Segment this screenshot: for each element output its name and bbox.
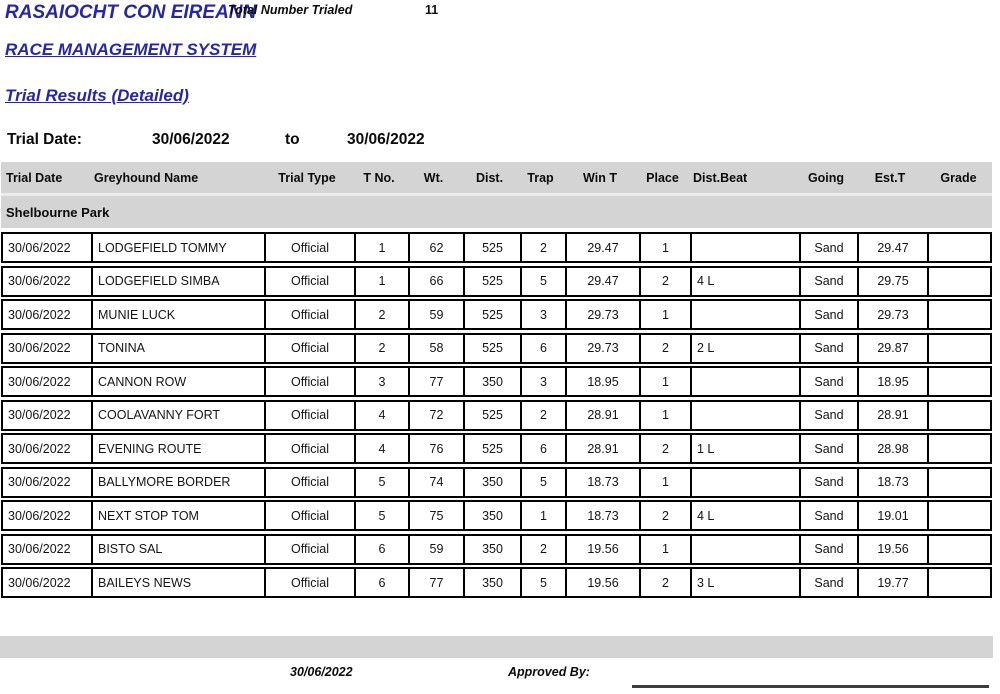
table-cell: [927, 536, 990, 563]
table-cell: 2: [520, 402, 565, 429]
table-cell: 77: [408, 368, 463, 395]
table-cell: 1: [639, 301, 690, 328]
table-cell: 2: [639, 502, 690, 529]
table-cell: 525: [463, 335, 520, 362]
table-cell: 59: [408, 301, 463, 328]
table-cell: CANNON ROW: [91, 368, 264, 395]
track-group-header: Shelbourne Park: [1, 196, 992, 228]
table-cell: 1: [639, 536, 690, 563]
table-cell: 2: [639, 335, 690, 362]
table-cell: 62: [408, 234, 463, 261]
table-cell: 29.75: [857, 268, 927, 295]
table-cell: 28.91: [565, 402, 639, 429]
organisation-title: RASAIOCHT CON EIREANN: [5, 2, 257, 23]
table-cell: EVENING ROUTE: [91, 435, 264, 462]
table-cell: 19.77: [857, 569, 927, 596]
table-cell: 525: [463, 301, 520, 328]
column-header: Est.T: [874, 170, 906, 185]
table-cell: 6: [520, 435, 565, 462]
table-cell: 30/06/2022: [8, 374, 71, 389]
table-cell: 1: [639, 402, 690, 429]
table-cell: 350: [463, 469, 520, 496]
table-cell: Official: [264, 536, 354, 563]
table-cell: Sand: [799, 435, 857, 462]
table-cell: [927, 469, 990, 496]
table-cell: Sand: [799, 335, 857, 362]
column-header: Trial Date: [6, 170, 63, 185]
table-cell: 29.73: [565, 301, 639, 328]
table-cell: 28.91: [857, 402, 927, 429]
column-header: Grade: [940, 170, 977, 185]
table-cell: Sand: [799, 301, 857, 328]
table-cell: 66: [408, 268, 463, 295]
table-cell: BALLYMORE BORDER: [91, 469, 264, 496]
table-row: [1, 333, 992, 364]
table-header-area: [1, 162, 992, 228]
column-header: Wt.: [423, 170, 444, 185]
trial-date-label: Trial Date:: [7, 131, 82, 148]
table-cell: Official: [264, 234, 354, 261]
table-cell: 1: [639, 368, 690, 395]
table-cell: 29.47: [565, 268, 639, 295]
table-cell: 350: [463, 536, 520, 563]
table-cell: 6: [354, 536, 408, 563]
column-header: T No.: [363, 170, 395, 185]
table-cell: 18.95: [857, 368, 927, 395]
table-cell: 30/06/2022: [8, 575, 71, 590]
table-cell: Official: [264, 435, 354, 462]
table-cell: [927, 301, 990, 328]
column-header: Greyhound Name: [94, 170, 199, 185]
table-cell: 2: [520, 234, 565, 261]
table-cell: 58: [408, 335, 463, 362]
table-cell: 1: [354, 268, 408, 295]
column-header: Going: [807, 170, 845, 185]
table-cell: 2: [520, 536, 565, 563]
table-cell: 30/06/2022: [8, 240, 71, 255]
table-cell: 74: [408, 469, 463, 496]
table-cell: 525: [463, 402, 520, 429]
table-cell: 18.73: [565, 469, 639, 496]
table-cell: 525: [463, 234, 520, 261]
table-cell: [927, 435, 990, 462]
date-range-to-label: to: [285, 131, 300, 148]
table-cell: 30/06/2022: [8, 508, 71, 523]
table-cell: Sand: [799, 368, 857, 395]
table-cell: Sand: [799, 234, 857, 261]
table-cell: 29.87: [857, 335, 927, 362]
table-cell: 1: [520, 502, 565, 529]
table-cell: 59: [408, 536, 463, 563]
table-cell: 30/06/2022: [8, 274, 71, 288]
table-cell: LODGEFIELD SIMBA: [91, 268, 264, 295]
table-cell: 525: [463, 435, 520, 462]
table-cell: 18.73: [857, 469, 927, 496]
table-cell: Official: [264, 335, 354, 362]
table-cell: 5: [520, 469, 565, 496]
table-cell: 19.56: [857, 536, 927, 563]
table-cell: 29.73: [857, 301, 927, 328]
table-cell: 4: [354, 435, 408, 462]
table-cell: 30/06/2022: [8, 307, 71, 322]
table-cell: 1: [639, 234, 690, 261]
table-cell: 5: [354, 469, 408, 496]
column-header: Dist.: [475, 170, 504, 185]
table-cell: 18.95: [565, 368, 639, 395]
table-row: [1, 266, 992, 297]
table-cell: 6: [520, 335, 565, 362]
table-cell: Official: [264, 402, 354, 429]
column-header: Trial Type: [278, 170, 336, 185]
table-cell: Official: [264, 469, 354, 496]
table-cell: 30/06/2022: [8, 475, 71, 489]
table-cell: 1 L: [690, 435, 799, 462]
column-header-row: [1, 162, 992, 193]
date-to-value: 30/06/2022: [347, 131, 425, 148]
table-cell: 29.47: [857, 234, 927, 261]
table-cell: 4 L: [690, 268, 799, 295]
column-header: Dist.Beat: [693, 170, 748, 185]
table-cell: [927, 368, 990, 395]
table-cell: Sand: [799, 502, 857, 529]
column-header: Win T: [583, 170, 617, 185]
date-from-value: 30/06/2022: [152, 131, 230, 148]
table-cell: [927, 502, 990, 529]
table-cell: 2: [639, 569, 690, 596]
table-cell: [690, 536, 799, 563]
table-cell: 6: [354, 569, 408, 596]
table-cell: 1: [639, 469, 690, 496]
table-cell: Sand: [799, 402, 857, 429]
table-cell: Sand: [799, 268, 857, 295]
table-cell: 28.91: [565, 435, 639, 462]
table-cell: [927, 402, 990, 429]
table-cell: 77: [408, 569, 463, 596]
table-cell: 3: [520, 301, 565, 328]
table-cell: [927, 335, 990, 362]
table-cell: 19.56: [565, 536, 639, 563]
total-trialed-label: Total Number Trialed: [228, 3, 353, 17]
table-row: [1, 500, 992, 531]
table-cell: Sand: [799, 469, 857, 496]
table-cell: [690, 402, 799, 429]
trial-date-line: [0, 131, 1000, 153]
table-row: [1, 366, 992, 397]
column-header: Place: [646, 170, 679, 185]
approved-by-signature-line: [632, 685, 989, 688]
table-cell: COOLAVANNY FORT: [91, 402, 264, 429]
table-cell: [690, 234, 799, 261]
table-cell: BAILEYS NEWS: [91, 569, 264, 596]
table-cell: TONINA: [91, 335, 264, 362]
table-cell: 30/06/2022: [8, 542, 71, 556]
table-row: [1, 299, 992, 330]
table-cell: 2: [354, 335, 408, 362]
table-cell: Official: [264, 268, 354, 295]
table-cell: [927, 234, 990, 261]
table-cell: 30/06/2022: [8, 408, 71, 422]
table-cell: [690, 469, 799, 496]
approved-by-label: Approved By:: [508, 665, 590, 679]
table-cell: [690, 301, 799, 328]
table-cell: 72: [408, 402, 463, 429]
footer-date: 30/06/2022: [290, 665, 353, 679]
table-cell: 4: [354, 402, 408, 429]
table-row: [1, 433, 992, 464]
table-cell: 75: [408, 502, 463, 529]
table-cell: 2 L: [690, 335, 799, 362]
table-cell: 1: [354, 234, 408, 261]
table-cell: NEXT STOP TOM: [91, 502, 264, 529]
table-cell: 350: [463, 502, 520, 529]
system-title: RACE MANAGEMENT SYSTEM: [5, 40, 257, 59]
table-cell: 5: [520, 268, 565, 295]
table-cell: Sand: [799, 569, 857, 596]
table-row: [1, 534, 992, 565]
table-cell: 29.73: [565, 335, 639, 362]
table-row: [1, 232, 992, 263]
table-cell: 350: [463, 569, 520, 596]
table-cell: 3: [520, 368, 565, 395]
table-cell: LODGEFIELD TOMMY: [91, 234, 264, 261]
table-cell: 28.98: [857, 435, 927, 462]
table-cell: Official: [264, 368, 354, 395]
table-cell: 3: [354, 368, 408, 395]
table-cell: 5: [520, 569, 565, 596]
table-cell: [927, 268, 990, 295]
table-cell: Official: [264, 502, 354, 529]
table-cell: MUNIE LUCK: [91, 301, 264, 328]
table-cell: 4 L: [690, 502, 799, 529]
table-cell: Official: [264, 569, 354, 596]
report-title: Trial Results (Detailed): [5, 86, 189, 105]
table-cell: [690, 368, 799, 395]
table-cell: 30/06/2022: [8, 441, 71, 456]
table-cell: 525: [463, 268, 520, 295]
table-row: [1, 467, 992, 498]
table-cell: 76: [408, 435, 463, 462]
table-cell: Official: [264, 301, 354, 328]
table-cell: BISTO SAL: [91, 536, 264, 563]
table-cell: 350: [463, 368, 520, 395]
table-cell: 18.73: [565, 502, 639, 529]
table-row: [1, 567, 992, 598]
total-trialed-value: 11: [425, 3, 439, 17]
table-body: [1, 232, 992, 601]
table-cell: 2: [639, 435, 690, 462]
table-cell: 19.01: [857, 502, 927, 529]
table-cell: 30/06/2022: [8, 341, 71, 355]
table-cell: 2: [354, 301, 408, 328]
table-cell: Sand: [799, 536, 857, 563]
total-band: [0, 636, 993, 658]
column-header: Trap: [527, 170, 554, 185]
table-cell: 5: [354, 502, 408, 529]
table-cell: 19.56: [565, 569, 639, 596]
table-cell: 2: [639, 268, 690, 295]
table-cell: [927, 569, 990, 596]
table-cell: 29.47: [565, 234, 639, 261]
table-row: [1, 400, 992, 431]
table-cell: 3 L: [690, 569, 799, 596]
